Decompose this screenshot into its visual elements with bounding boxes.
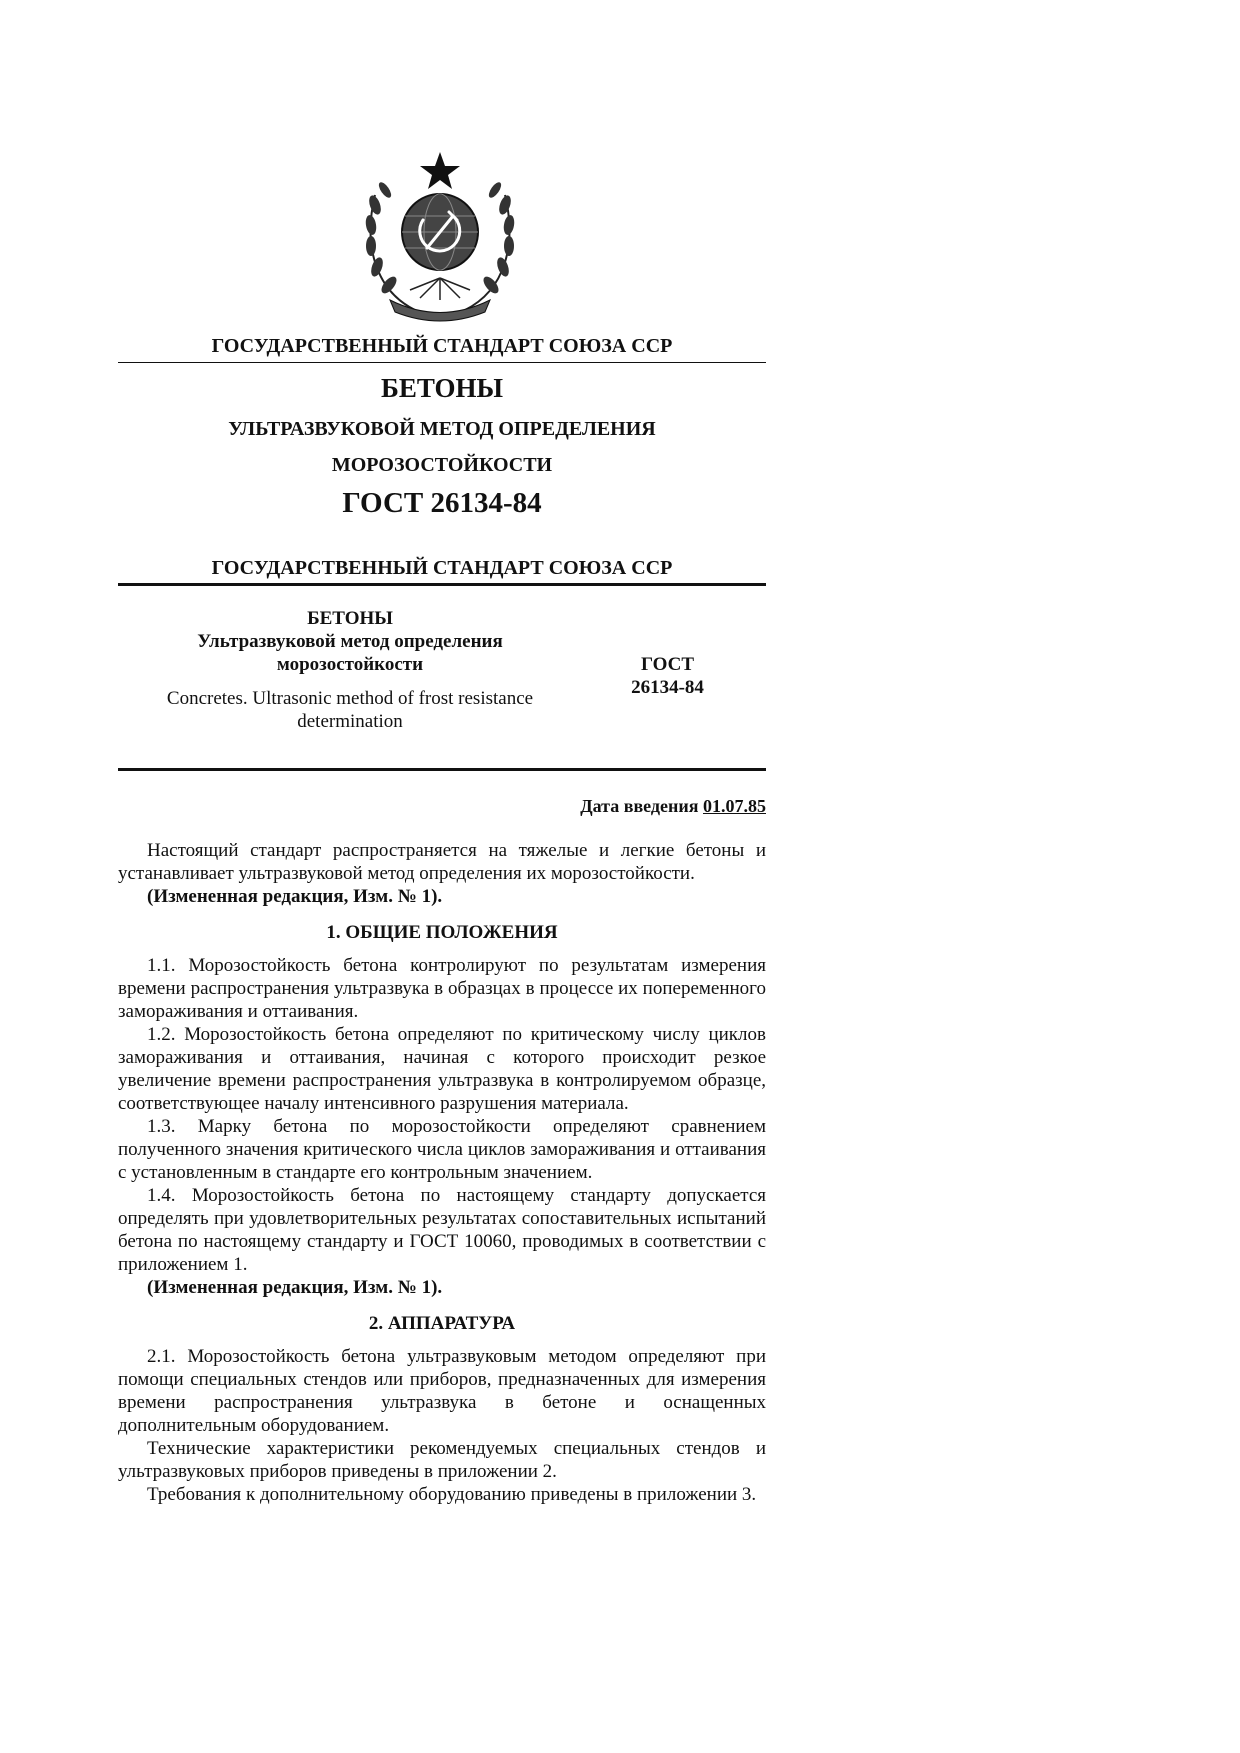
introduction-date [118,796,766,817]
title-block-gost [600,653,735,699]
clause-1-1: 1.1. Морозостойкость бетона контролируют по результатам измерения времени распространения ультразвука в образцах в процессе их попеременного замораживания и оттаивания. [118,955,766,1022]
title-block-name-ru-2: Ультразвуковой метод определения [197,631,503,652]
clause-2-1-equipment: Требования к дополнительному оборудованию приведены в приложении 3. [147,1484,757,1505]
title-block-gost-number: 26134-84 [631,677,704,698]
document-body [118,839,766,1506]
section-1-edition-note: (Измененная редакция, Изм. № 1). [147,1277,443,1298]
gost-code-title: ГОСТ 26134-84 [342,487,542,519]
section-1-heading: 1. ОБЩИЕ ПОЛОЖЕНИЯ [326,922,558,943]
title-block-name-en: Concretes. Ultrasonic method of frost resistance determination [166,688,534,732]
clause-1-4: 1.4. Морозостойкость бетона по настоящему стандарту допускается определять при удовлетворительных результатах сопоставительных испытаний бетона по настоящему стандарту и ГОСТ 10060, проводимых в соответствии с приложением 1. [118,1185,766,1275]
divider-thick-top [118,583,766,586]
intro-paragraph: Настоящий стандарт распространяется на тяжелые и легкие бетоны и устанавливает ультразвуковой метод определения их морозостойкости. [118,840,766,884]
clause-2-1-specs: Технические характеристики рекомендуемых специальных стендов и ультразвуковых приборов приведены в приложении 2. [118,1438,766,1482]
document-title: БЕТОНЫ [380,373,504,403]
title-block-gost-label: ГОСТ [640,654,695,675]
introduction-date-value: 01.07.85 [703,796,766,816]
divider-thick-bottom [118,768,766,771]
agency-heading-top: ГОСУДАРСТВЕННЫЙ СТАНДАРТ СОЮЗА ССР [211,335,673,357]
ussr-state-emblem-icon [355,150,525,325]
clause-1-2: 1.2. Морозостойкость бетона определяют по критическому числу циклов замораживания и оттаивания, начиная с которого происходит резкое увеличение времени распространения ультразвука в контролируемом образце, соответствующее началу интенсивного разрушения материала. [118,1024,766,1114]
divider-thin [118,362,766,363]
clause-2-1: 2.1. Морозостойкость бетона ультразвуковым методом определяют при помощи специальных стендов или приборов, предназначенных для измерения времени распространения ультразвука в бетоне и оснащенных дополнительным оборудованием. [118,1346,766,1436]
intro-edition-note: (Измененная редакция, Изм. № 1). [147,886,443,907]
introduction-date-label: Дата введения [580,796,699,816]
title-block-name-ru-1: БЕТОНЫ [307,608,393,629]
clause-1-3: 1.3. Марку бетона по морозостойкости определяют сравнением полученного значения критического числа циклов замораживания и оттаивания с установленным в стандарте его контрольным значением. [118,1116,766,1183]
document-subtitle-line1: УЛЬТРАЗВУКОВОЙ МЕТОД ОПРЕДЕЛЕНИЯ [228,418,656,440]
section-2-heading: 2. АППАРАТУРА [368,1313,516,1334]
agency-heading-block: ГОСУДАРСТВЕННЫЙ СТАНДАРТ СОЮЗА ССР [211,557,673,579]
title-block-names [140,607,560,733]
document-subtitle-line2: МОРОЗОСТОЙКОСТИ [331,454,553,476]
title-block-name-ru-3: морозостойкости [276,654,424,675]
